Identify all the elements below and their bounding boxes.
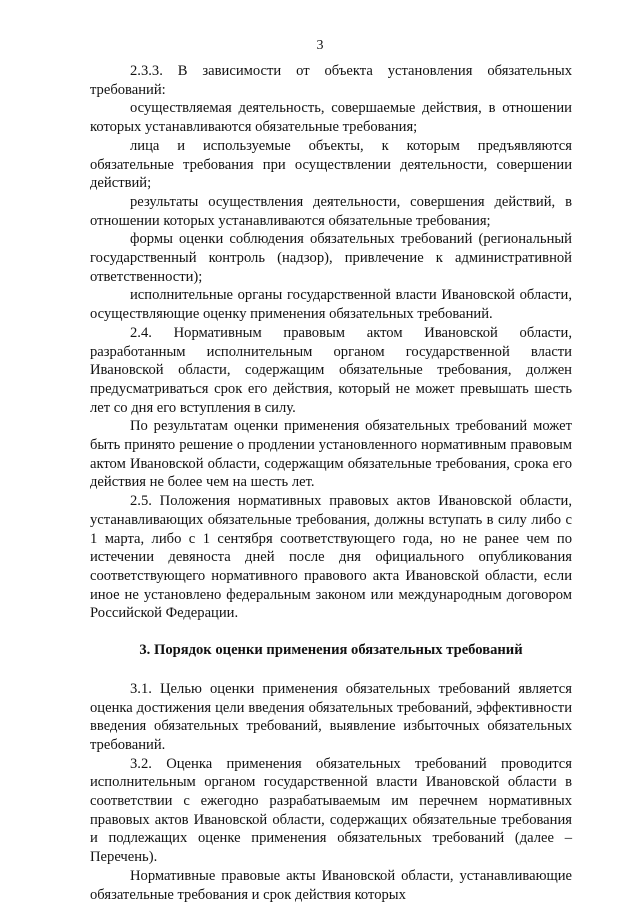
section-heading: 3. Порядок оценки применения обязательных требований: [139, 642, 523, 659]
paragraph-extension: По результатам оценки применения обязательных требований может быть принято решение о продлении установленного нормативным правовым актом Ивановской области, содержащим обязательные требования, срока его действия не более чем на шесть лет.: [90, 418, 572, 491]
paragraph-2-3-3: 2.3.3. В зависимости от объекта установления обязательных требований:: [90, 63, 572, 98]
paragraph-forms: формы оценки соблюдения обязательных требований (региональный государственный контроль (надзор), привлечение к административной ответственности);: [90, 231, 572, 285]
page-number: 3: [316, 38, 324, 53]
paragraph-3-1: 3.1. Целью оценки применения обязательных требований является оценка достижения цели введения обязательных требований, эффективности введения обязательных требований, выявление избыточных обязательных требований.: [90, 680, 572, 753]
document-body: [90, 62, 572, 904]
paragraph-2-5: 2.5. Положения нормативных правовых актов Ивановской области, устанавливающих обязательные требования, должны вступать в силу либо с 1 марта, либо с 1 сентября соответствующего года, но не ранее чем по истечении девяноста дней после дня официального опубликования соответствующего нормативного правового акта Ивановской области, если иное не установлено федеральным законом или международным договором Российской Федерации.: [90, 493, 572, 622]
paragraph-executive-bodies: исполнительные органы государственной власти Ивановской области, осуществляющие оценку применения обязательных требований.: [90, 287, 572, 323]
paragraph-2-4: 2.4. Нормативным правовым актом Ивановской области, разработанным исполнительным органом государственной власти Ивановской области, содержащим обязательные требования, должен предусматриваться срок его действия, который не может превышать шесть лет со дня его вступления в силу.: [90, 324, 572, 416]
paragraph-normative-acts: Нормативные правовые акты Ивановской области, устанавливающие обязательные требования и срок действия которых: [90, 867, 572, 903]
paragraph-persons-objects: лица и используемые объекты, к которым предъявляются обязательные требования при осуществлении деятельности, совершении действий;: [90, 137, 572, 192]
paragraph-results: результаты осуществления деятельности, совершения действий, в отношении которых устанавливаются обязательные требования;: [90, 193, 572, 229]
paragraph-activity: осуществляемая деятельность, совершаемые действия, в отношении которых устанавливаются обязательные требования;: [90, 100, 572, 136]
paragraph-3-2: 3.2. Оценка применения обязательных требований проводится исполнительным органом государственной власти Ивановской области в соответствии с ежегодно разрабатываемым им перечнем нормативных правовых актов Ивановской области, содержащих обязательные требования и подлежащих оценке применения обязательных требований (далее – Перечень).: [90, 755, 572, 866]
